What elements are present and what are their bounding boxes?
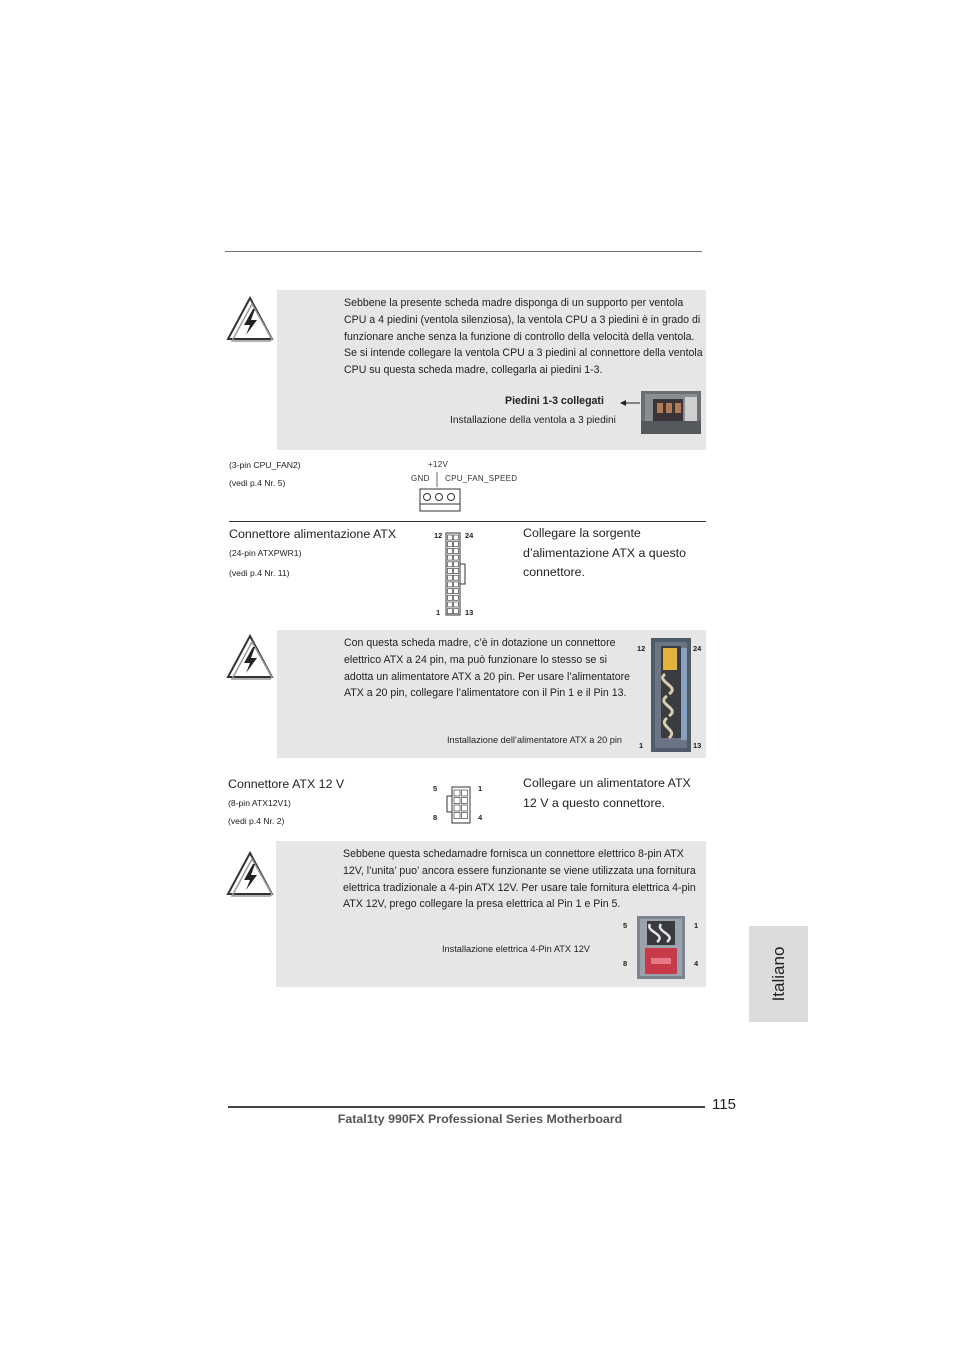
atx12-ref: (vedi p.4 Nr. 2) <box>228 816 285 826</box>
note-atx12v-caption: Installazione elettrica 4-Pin ATX 12V <box>442 944 590 954</box>
fan-connector-photo <box>641 391 701 434</box>
photo-pin-8: 8 <box>623 959 628 968</box>
top-rule <box>225 251 702 252</box>
photo-pin-24: 24 <box>693 644 702 653</box>
photo-pin-4: 4 <box>694 959 699 968</box>
atx-desc-line: Collegare la sorgente <box>523 526 641 540</box>
callout-pins-connected: Piedini 1-3 collegati <box>505 395 604 407</box>
atx12-name: (8-pin ATX12V1) <box>228 798 291 808</box>
atx12-desc-line: Collegare un alimentatore ATX <box>523 776 691 790</box>
photo-pin-1: 1 <box>639 741 644 750</box>
pin-label-12v: +12V <box>428 460 449 469</box>
side-tab-label: Italiano <box>768 946 788 1002</box>
note-cpu-fan-text: Sebbene la presente scheda madre disponga di un supporto per ventola CPU a 4 piedini (ventola silenziosa), la ventola CPU a 3 piedini è in grado di funzionare anche senza la funzione di controllo della velocità della ventola. Se si intende collegare la ventola CPU a 3 piedini al connettore della ventola CPU su questa scheda madre, collegarla ai piedini 1-3. <box>344 297 703 377</box>
atx-name: (24-pin ATXPWR1) <box>229 548 302 558</box>
atx12-pin-8: 8 <box>433 813 438 822</box>
note-atx20-text: Con questa scheda madre, c’è in dotazione un connettore elettrico ATX a 24 pin, ma può funzionare lo stesso se si adotta un alimentatore ATX a 20 pin. Per usare l’alimentatore ATX a 20 pin, collegare l’alimentatore con il Pin 1 e il Pin 13. <box>344 637 630 700</box>
atx12-desc-line: 12 V a questo connettore. <box>523 795 665 810</box>
atx12-pin-5: 5 <box>433 784 438 793</box>
atx12v-install-photo <box>637 916 685 979</box>
fan-header-diagram <box>418 471 462 515</box>
atx12-title: Connettore ATX 12 V <box>228 777 345 791</box>
atx-pin-12: 12 <box>434 531 443 540</box>
note-atx20-caption: Installazione dell’alimentatore ATX a 20 pin <box>447 735 623 745</box>
atx-ref: (vedi p.4 Nr. 11) <box>229 568 290 578</box>
pin-label-gnd: GND <box>411 474 430 483</box>
warning-icon <box>226 851 274 897</box>
language-side-tab <box>749 926 808 1022</box>
atx12-pin-1: 1 <box>478 784 483 793</box>
atx20-install-photo <box>651 638 691 752</box>
atx24-connector-diagram <box>444 532 468 616</box>
arrow-left-icon <box>619 398 641 408</box>
photo-pin-5: 5 <box>623 921 628 930</box>
warning-icon <box>226 634 274 680</box>
atx-desc-line: connettore. <box>523 565 585 579</box>
atx-description <box>523 524 713 583</box>
atx-pin-1: 1 <box>436 608 441 617</box>
warning-icon <box>226 296 274 342</box>
section-rule <box>229 521 706 522</box>
atx12v-connector-diagram <box>446 786 474 824</box>
photo-pin-1: 1 <box>694 921 699 930</box>
footer-title: Fatal1ty 990FX Professional Series Motherboard <box>337 1112 623 1126</box>
note-cpu-fan-caption: Installazione della ventola a 3 piedini <box>450 415 616 426</box>
atx12-description <box>523 774 713 813</box>
cpu-fan-name: (3-pin CPU_FAN2) <box>229 460 301 470</box>
page-number: 115 <box>712 1096 736 1113</box>
cpu-fan-ref: (vedi p.4 Nr. 5) <box>229 478 286 488</box>
atx-title: Connettore alimentazione ATX <box>229 527 397 541</box>
atx-pin-13: 13 <box>465 608 474 617</box>
footer-rule <box>228 1106 705 1108</box>
atx12-pin-4: 4 <box>478 813 483 822</box>
pin-label-fan-speed: CPU_FAN_SPEED <box>445 474 518 483</box>
note-atx12v-text: Sebbene questa schedamadre fornisca un connettore elettrico 8-pin ATX 12V, l’unita’ puo’ ancora essere funzionante se viene utilizzata una fornitura elettrica tradizionale a 4-pin ATX 12V. Per usare tale fornitura elettrica 4-pin ATX 12V, prego collegare la presa elettrica al Pin 1 e Pin 5. <box>343 848 696 911</box>
atx-pin-24: 24 <box>465 531 474 540</box>
photo-pin-12: 12 <box>637 644 646 653</box>
atx-desc-line: d’alimentazione ATX a questo <box>523 545 687 560</box>
photo-pin-13: 13 <box>693 741 702 750</box>
